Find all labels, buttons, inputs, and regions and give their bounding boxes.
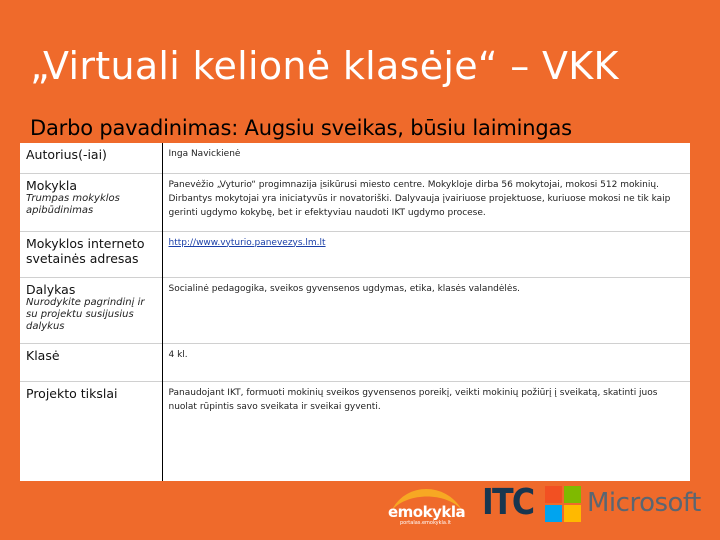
table-row-subject xyxy=(20,277,690,343)
table-row-goals xyxy=(20,381,690,481)
slide-subtitle: Darbo pavadinimas: Augsiu sveikas, būsiu laimingas xyxy=(30,116,572,140)
author-label: Autorius(-iai) xyxy=(26,147,107,162)
emokykla-logo xyxy=(386,484,468,528)
microsoft-logo-icon xyxy=(545,486,581,522)
subject-label: Dalykas xyxy=(26,281,76,297)
ms-square-yellow xyxy=(564,505,581,522)
ms-square-blue xyxy=(545,505,562,522)
partner-logos xyxy=(386,478,710,528)
table-row-website xyxy=(20,231,690,277)
author-value: Inga Navickienė xyxy=(168,149,241,159)
emokykla-wordmark: emokykla xyxy=(388,503,466,521)
ms-square-green xyxy=(564,486,581,503)
slide-title: „Virtuali kelionė klasėje“ – VKK xyxy=(30,44,619,88)
microsoft-wordmark: Microsoft xyxy=(587,488,701,518)
grade-value: 4 kl. xyxy=(162,343,690,381)
goals-label: Projekto tikslai xyxy=(26,385,118,401)
table-row-school xyxy=(20,173,690,231)
ms-square-red xyxy=(545,486,562,503)
goals-value: Panaudojant IKT, formuoti mokinių sveikos gyvensenos poreikį, veikti mokinių požiūrį į sveikatą, skatinti juos nuolat rūpintis savo sveikata ir sveikai gyventi. xyxy=(162,381,690,481)
table-row-grade xyxy=(20,343,690,381)
school-description: Panevėžio „Vyturio“ progimnazija įsikūrusi miesto centre. Mokykloje dirba 56 mokytojai, mokosi 512 mokinių. Dirbantys mokytojai yra iniciatyvūs ir novatoriški. Dalyvauja įvairiuose projektuose, kuriuose mokosi ne tik kaip gerinti ugdymo kokybę, bet ir efektyviau naudoti IKT ugdymo procese. xyxy=(162,173,690,231)
website-label: Mokyklos interneto svetainės adresas xyxy=(26,235,145,266)
school-note: Trumpas mokyklos apibūdinimas xyxy=(26,192,120,216)
website-link[interactable]: http://www.vyturio.panevezys.lm.lt xyxy=(168,237,326,248)
project-info-table xyxy=(20,143,690,481)
school-label: Mokykla xyxy=(26,177,77,193)
subject-value: Socialinė pedagogika, sveikos gyvensenos ugdymas, etika, klasės valandėlės. xyxy=(162,277,690,343)
table-row-author xyxy=(20,143,690,173)
grade-label: Klasė xyxy=(26,347,60,363)
subject-note: Nurodykite pagrindinį ir su projektu susijusius dalykus xyxy=(26,296,145,332)
emokykla-tagline: portalas.emokykla.lt xyxy=(400,520,451,526)
itc-logo: ITC xyxy=(482,482,534,523)
